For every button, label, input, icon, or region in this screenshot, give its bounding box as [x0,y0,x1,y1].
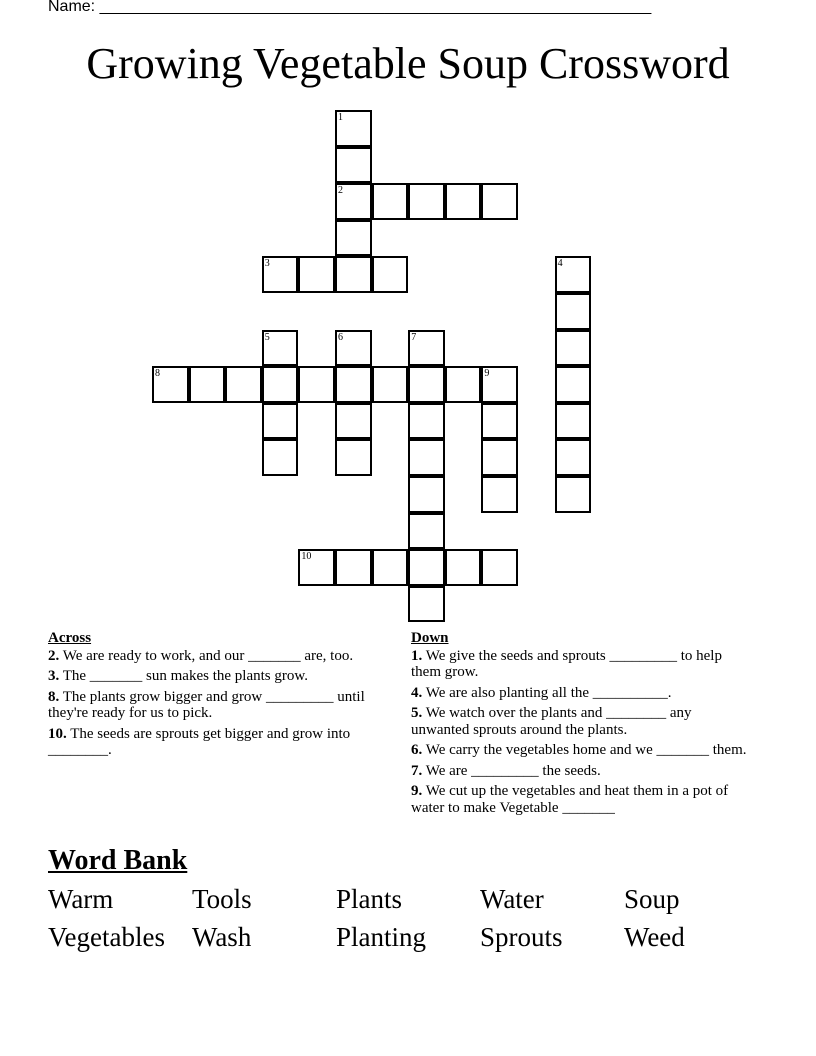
clue-down-1 [411,648,751,681]
clue-number: 2. [48,647,60,664]
crossword-cell[interactable] [335,366,372,403]
crossword-cell[interactable] [262,330,299,367]
clue-number: 6. [411,742,423,758]
word-bank-word: Planting [336,922,427,952]
crossword-cell[interactable] [262,403,299,440]
crossword-cell[interactable] [335,403,372,440]
down-clues [411,630,751,820]
crossword-cell[interactable] [372,366,409,403]
crossword-cell[interactable] [555,476,592,513]
clue-number-label: 9 [484,368,490,380]
word-bank-word: Plants [336,884,403,914]
crossword-cell[interactable] [408,586,445,623]
clue-text: We cut up the vegetables and heat them in a pot of water to make Vegetable _______ [411,783,729,816]
clue-number: 10. [48,725,67,742]
clue-text: We are _________ the seeds. [425,762,601,779]
clue-down-5 [411,705,751,738]
crossword-cell[interactable] [408,513,445,550]
crossword-cell[interactable] [335,220,372,257]
crossword-cell[interactable] [335,183,372,220]
word-bank-word: Weed [624,922,685,952]
clue-number-label: 6 [338,331,343,343]
across-heading: Across [48,630,92,646]
clue-across-3 [48,668,388,685]
clue-number-label: 4 [557,258,563,270]
crossword-cell[interactable] [298,256,335,293]
clue-text: We give the seeds and sprouts _________ to help them grow. [411,647,722,680]
clue-number-label: 5 [264,331,270,343]
crossword-cell[interactable] [408,476,445,513]
crossword-cell[interactable] [335,147,372,184]
word-bank-title: Word Bank [48,845,188,876]
crossword-cell[interactable] [481,183,518,220]
clue-number: 9. [411,783,423,799]
clue-text: We are also planting all the __________. [425,684,672,701]
crossword-cell[interactable] [372,183,409,220]
crossword-cell[interactable] [335,256,372,293]
clue-number-label: 2 [338,185,343,197]
word-bank-row [48,920,768,958]
word-bank-word: Soup [624,884,680,914]
crossword-cell[interactable] [555,330,592,367]
crossword-cell[interactable] [408,183,445,220]
crossword-cell[interactable] [408,330,445,367]
crossword-cell[interactable] [335,330,372,367]
crossword-cell[interactable] [555,403,592,440]
crossword-cell[interactable] [481,549,518,586]
word-bank-word: Wash [192,922,252,952]
clue-text: The _______ sun makes the plants grow. [62,668,308,684]
word-bank-word: Warm [48,884,114,914]
crossword-cell[interactable] [445,366,482,403]
crossword-cell[interactable] [408,439,445,476]
word-bank-word: Sprouts [480,922,563,952]
clue-text: The seeds are sprouts get bigger and grow into ________. [48,725,351,758]
word-bank-word: Water [480,884,544,914]
clue-number-label: 8 [155,368,160,380]
clue-number-label: 7 [411,331,417,343]
clue-text: We are ready to work, and our _______ are, too. [62,647,354,664]
clue-across-10 [48,726,388,759]
clue-down-6 [411,742,751,759]
crossword-cell[interactable] [372,549,409,586]
crossword-cell[interactable] [372,256,409,293]
crossword-cell[interactable] [481,403,518,440]
crossword-cell[interactable] [262,366,299,403]
clue-number: 5. [411,705,423,721]
crossword-cell[interactable] [555,293,592,330]
crossword-cell[interactable] [262,439,299,476]
clue-number: 8. [48,688,60,705]
clue-across-8 [48,689,388,722]
crossword-cell[interactable] [152,366,189,403]
clue-down-7 [411,763,751,780]
crossword-cell[interactable] [335,549,372,586]
clue-text: We watch over the plants and ________ any unwanted sprouts around the plants. [411,705,692,738]
crossword-cell[interactable] [408,366,445,403]
word-bank-word: Tools [192,884,252,914]
clue-down-4 [411,685,751,702]
clue-text: The plants grow bigger and grow _________ until they're ready for us to pick. [48,688,365,721]
crossword-cell[interactable] [189,366,226,403]
crossword-cell[interactable] [225,366,262,403]
clue-number-label: 3 [264,258,270,270]
crossword-cell[interactable] [298,366,335,403]
clue-number-label: 10 [301,551,312,563]
crossword-cell[interactable] [408,549,445,586]
clue-number: 4. [411,684,423,701]
name-field[interactable]: Name: ______________________________________________________________ [48,0,652,15]
crossword-cell[interactable] [445,549,482,586]
crossword-cell[interactable] [555,256,592,293]
clue-number: 3. [48,668,60,684]
across-clues [48,630,388,763]
crossword-cell[interactable] [262,256,299,293]
clue-number-label: 1 [338,112,343,123]
crossword-cell[interactable] [555,439,592,476]
crossword-cell[interactable] [408,403,445,440]
crossword-cell[interactable] [555,366,592,403]
crossword-cell[interactable] [481,366,518,403]
crossword-cell[interactable] [335,439,372,476]
word-bank-row [48,882,768,920]
crossword-cell[interactable] [298,549,335,586]
word-bank [48,882,768,958]
word-bank-word: Vegetables [48,922,165,952]
crossword-cell[interactable] [445,183,482,220]
clue-number: 7. [411,762,423,779]
clue-across-2 [48,648,388,665]
crossword-cell[interactable] [481,476,518,513]
page-title: Growing Vegetable Soup Crossword [86,39,730,88]
down-heading: Down [411,630,449,646]
crossword-cell[interactable] [481,439,518,476]
clue-number: 1. [411,647,423,664]
clue-down-9 [411,783,751,816]
clue-text: We carry the vegetables home and we _______ them. [425,742,747,758]
crossword-cell[interactable] [335,110,372,147]
